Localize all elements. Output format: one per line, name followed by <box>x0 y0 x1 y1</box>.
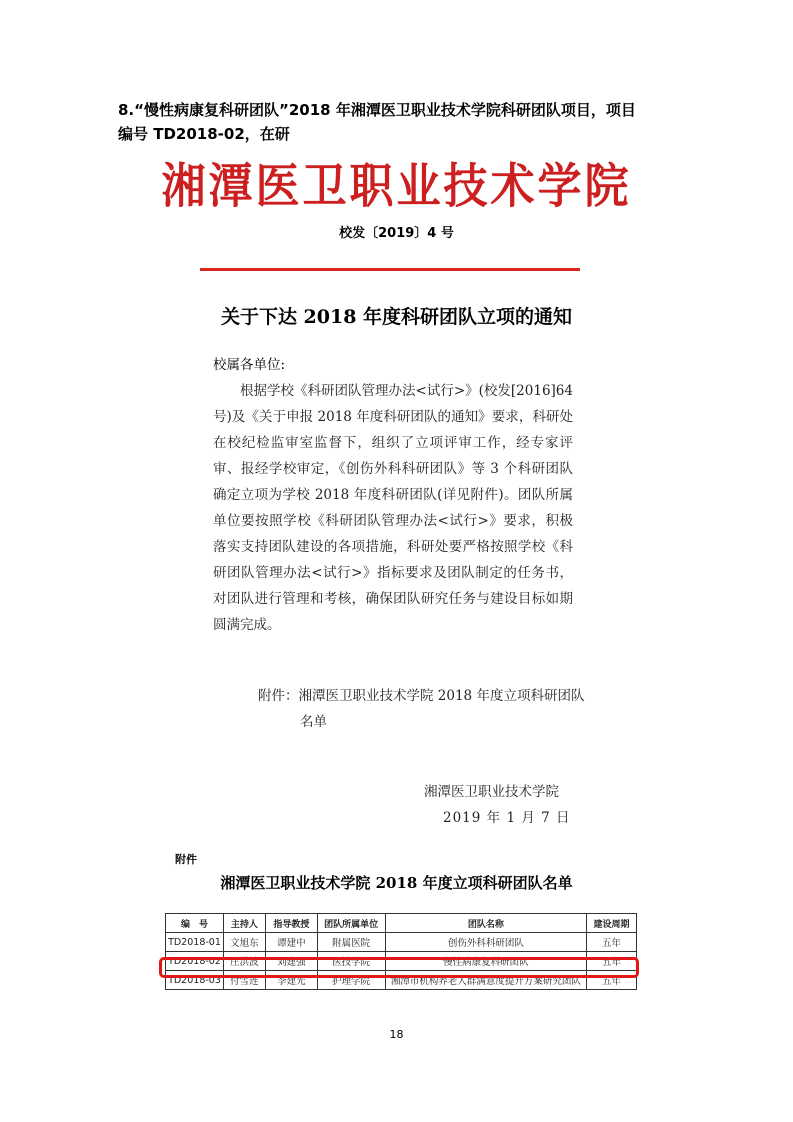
unit-cell: 附属医院 <box>317 933 385 952</box>
notice-body <box>213 378 573 638</box>
page-number: 18 <box>389 1028 404 1041</box>
row-highlight-annotation <box>159 957 639 978</box>
letterhead-red-rule <box>200 268 580 271</box>
column-header: 编 号 <box>166 914 224 933</box>
team-name-cell: 慢性病康复科研团队 <box>385 952 586 971</box>
attachment-reference-line1: 附件：湘潭医卫职业技术学院 2018 年度立项科研团队 <box>258 688 585 704</box>
section-heading-line2: 编号 TD2018-02，在研 <box>118 125 290 143</box>
notice-title: 关于下达 2018 年度科研团队立项的通知 <box>220 306 573 328</box>
advisor-cell: 刘建强 <box>265 952 317 971</box>
issuer-signature: 湘潭医卫职业技术学院 <box>424 784 559 800</box>
period-cell: 五年 <box>587 971 637 990</box>
host-cell: 庄洪波 <box>223 952 265 971</box>
team-name-cell: 创伤外科科研团队 <box>385 933 586 952</box>
host-cell: 付雪连 <box>223 971 265 990</box>
column-header: 团队所属单位 <box>317 914 385 933</box>
column-header: 建设周期 <box>587 914 637 933</box>
host-cell: 文旭东 <box>223 933 265 952</box>
attachment-label: 附件 <box>175 853 197 866</box>
notice-paragraph: 根据学校《科研团队管理办法<试行>》(校发[2016]64号)及《关于申报 2018 年度科研团队的通知》要求，科研处在校纪检监审室监督下，组织了立项评审工作，经专家评审、报经学校审定，《创伤外科科研团队》等 3 个科研团队确定立项为学校 2018 年度科研团队(详见附件)。团队所属单位要按照学校《科研团队管理办法<试行>》要求，积极落实支持团队建设的各项措施，科研处要严格按照学校《科研团队管理办法<试行>》指标要求及团队制定的任务书，对团队进行管理和考核，确保团队研究任务与建设目标如期圆满完成。 <box>213 383 573 633</box>
section-heading <box>118 98 678 146</box>
team-id-cell: TD2018-01 <box>166 933 224 952</box>
advisor-cell: 谭建中 <box>265 933 317 952</box>
table-header-row <box>166 914 637 933</box>
team-id-cell: TD2018-03 <box>166 971 224 990</box>
advisor-cell: 李建光 <box>265 971 317 990</box>
section-heading-line1: 8.“慢性病康复科研团队”2018 年湘潭医卫职业技术学院科研团队项目，项目 <box>118 101 636 119</box>
period-cell: 五年 <box>587 933 637 952</box>
attachment-reference-line2: 名单 <box>300 714 327 730</box>
notice-addressee: 校属各单位: <box>213 357 286 373</box>
team-id-cell: TD2018-02 <box>166 952 224 971</box>
team-roster-table <box>165 913 637 990</box>
column-header: 团队名称 <box>385 914 586 933</box>
team-name-cell: 湘潭市机构养老人群满意度提升方案研究团队 <box>385 971 586 990</box>
issue-date: 2019 年 1 月 7 日 <box>443 810 571 826</box>
document-number: 校发〔2019〕4 号 <box>339 226 454 241</box>
unit-cell: 医技学院 <box>317 952 385 971</box>
period-cell: 五年 <box>587 952 637 971</box>
column-header: 主持人 <box>223 914 265 933</box>
letterhead-organization: 湘潭医卫职业技术学院 <box>161 159 632 215</box>
attachment-title: 湘潭医卫职业技术学院 2018 年度立项科研团队名单 <box>220 874 573 892</box>
table-row <box>166 933 637 952</box>
column-header: 指导教授 <box>265 914 317 933</box>
unit-cell: 护理学院 <box>317 971 385 990</box>
